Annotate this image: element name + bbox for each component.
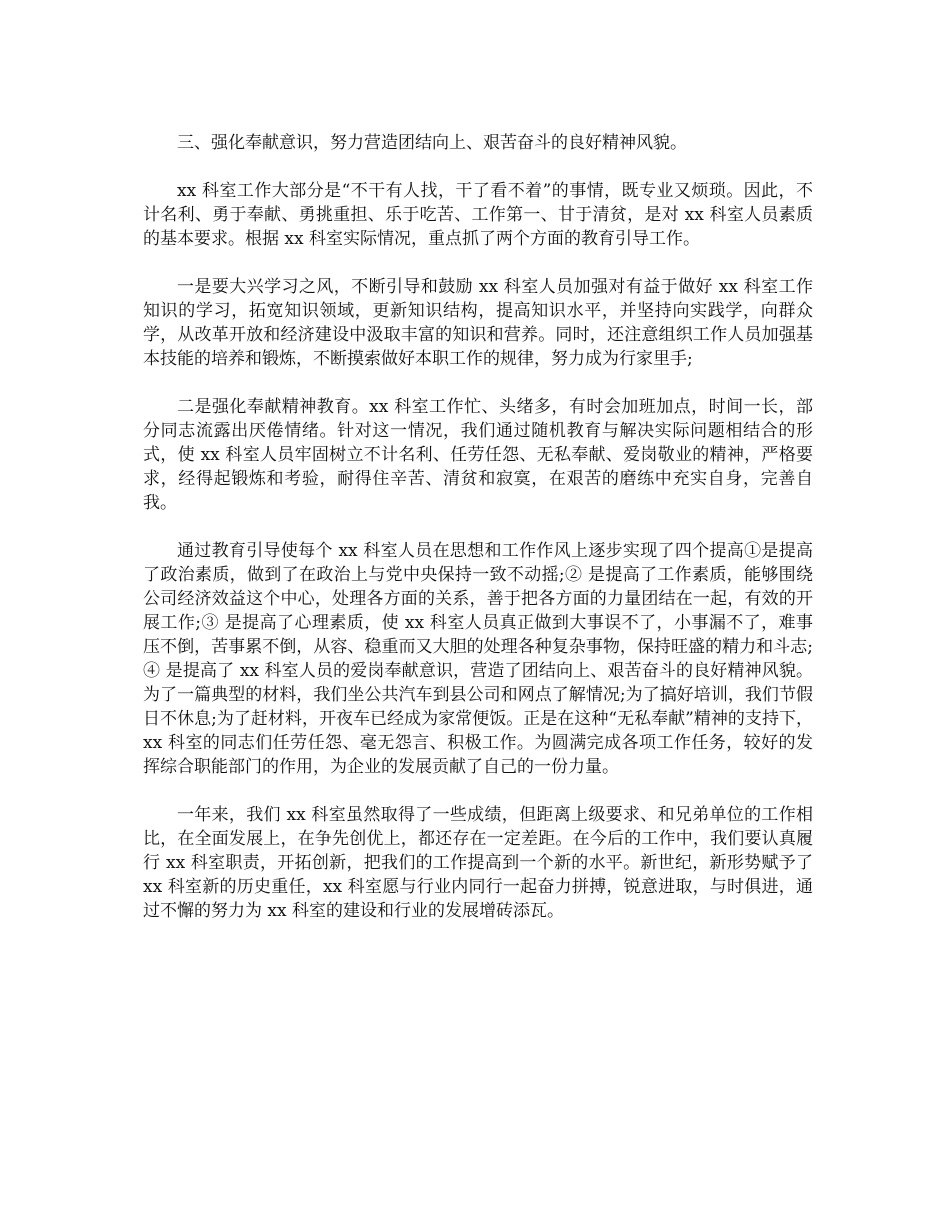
paragraph-learning: 一是要大兴学习之风，不断引导和鼓励 xx 科室人员加强对有益于做好 xx 科室工作知识的学习，拓宽知识领域，更新知识结构，提高知识水平，并坚持向实践学，向群众学，从改革开放和经济建设中汲取丰富的知识和营养。同时，还注意组织工作人员加强基本技能的培养和锻炼，不断摸索做好本职工作的规律，努力成为行家里手; (143, 277, 813, 369)
paragraph-dedication-education: 二是强化奉献精神教育。xx 科室工作忙、头绪多，有时会加班加点，时间一长，部分同志流露出厌倦情绪。针对这一情况，我们通过随机教育与解决实际问题相结合的形式，使 xx 科室人员牢固树立不计名利、任劳任怨、无私奉献、爱岗敬业的精神，严格要求，经得起锻炼和考验，耐得住辛苦、清贫和寂寞，在艰苦的磨练中充实自身，完善自我。 (143, 397, 813, 513)
section-heading-paragraph: 三、强化奉献意识，努力营造团结向上、艰苦奋斗的良好精神风貌。 (177, 133, 687, 153)
paragraph-conclusion: 一年来，我们 xx 科室虽然取得了一些成绩，但距离上级要求、和兄弟单位的工作相比，在全面发展上，在争先创优上，都还存在一定差距。在今后的工作中，我们要认真履行 xx 科室职责，开拓创新，把我们的工作提高到一个新的水平。新世纪，新形势赋予了 xx 科室新的历史重任，xx 科室愿与行业内同行一起奋力拼搏，锐意进取，与时俱进，通过不懈的努力为 xx 科室的建设和行业的发展增砖添瓦。 (143, 805, 813, 921)
document-body (143, 131, 813, 947)
paragraph-requirements: xx 科室工作大部分是“不干有人找，干了看不着”的事情，既专业又烦琐。因此，不计名利、勇于奉献、勇挑重担、乐于吃苦、工作第一、甘于清贫，是对 xx 科室人员素质的基本要求。根据 xx 科室实际情况，重点抓了两个方面的教育引导工作。 (143, 181, 813, 249)
paragraph-four-improvements: 通过教育引导使每个 xx 科室人员在思想和工作作风上逐步实现了四个提高①是提高了政治素质，做到了在政治上与党中央保持一致不动摇;② 是提高了工作素质，能够围绕公司经济效益这个中心，处理各方面的关系，善于把各方面的力量团结在一起，有效的开展工作;③ 是提高了心理素质，使 xx 科室人员真正做到大事误不了，小事漏不了，难事压不倒，苦事累不倒，从容、稳重而又大胆的处理各种复杂事物，保持旺盛的精力和斗志;④ 是提高了 xx 科室人员的爱岗奉献意识，营造了团结向上、艰苦奋斗的良好精神风貌。为了一篇典型的材料，我们坐公共汽车到县公司和网点了解情况;为了搞好培训，我们节假日不休息;为了赶材料，开夜车已经成为家常便饭。正是在这种“无私奉献”精神的支持下，xx 科室的同志们任劳任怨、毫无怨言、积极工作。为圆满完成各项工作任务，较好的发挥综合职能部门的作用，为企业的发展贡献了自己的一份力量。 (143, 541, 813, 777)
